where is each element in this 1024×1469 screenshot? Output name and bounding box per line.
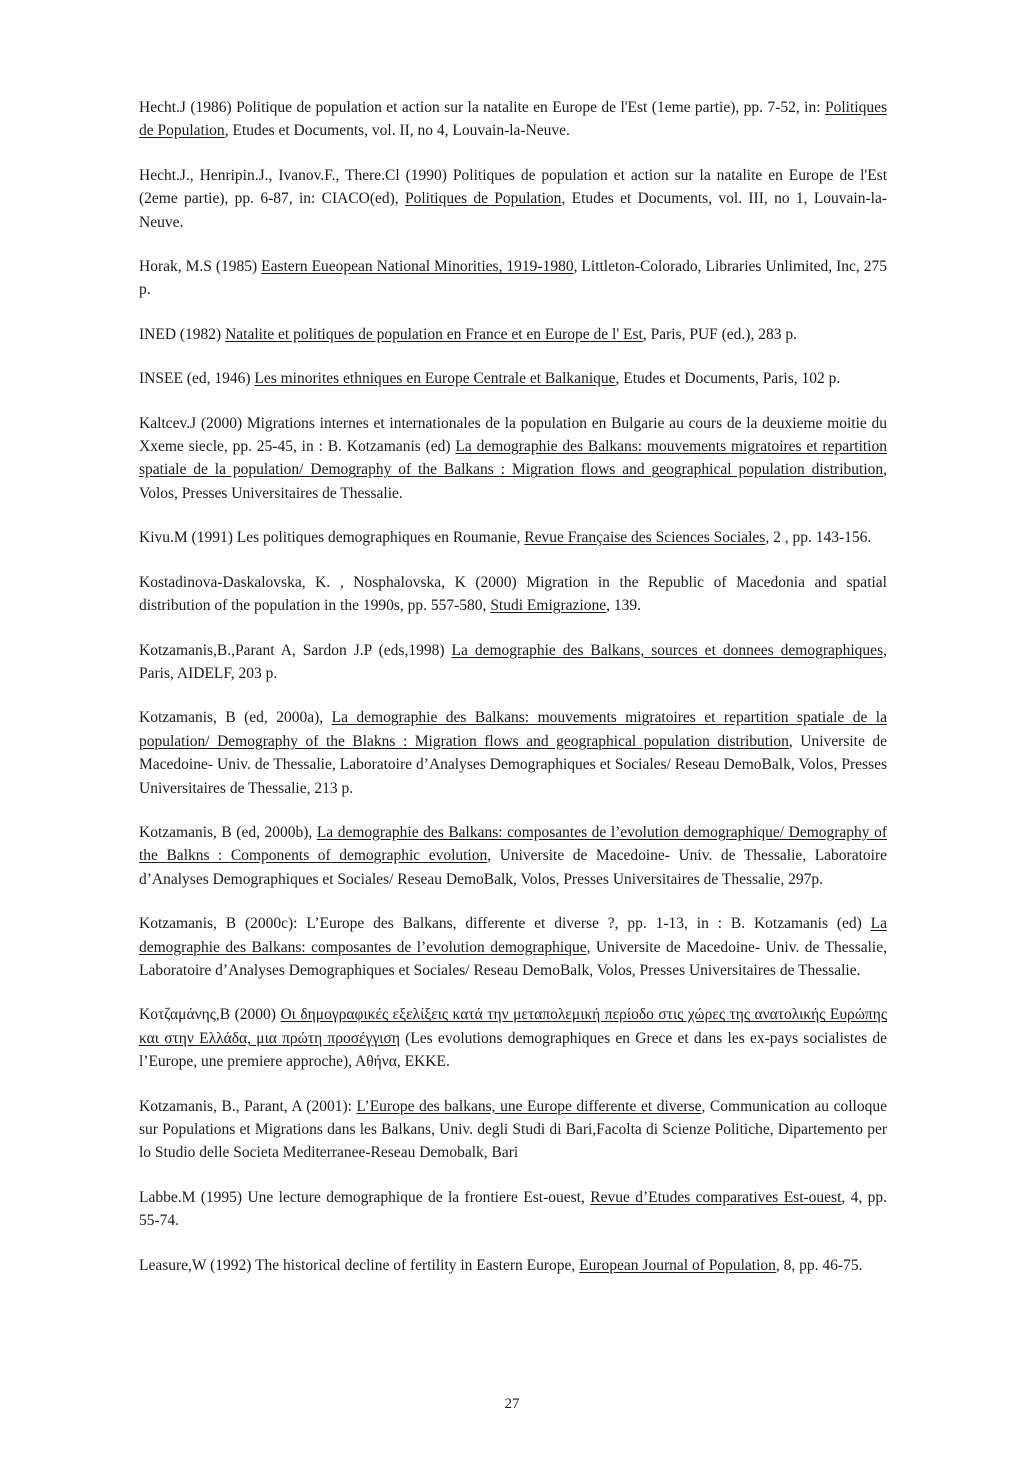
reference-text: , Volos, Presses Universitaires de Thessalie.	[139, 461, 887, 502]
reference-text: Labbe.M (1995) Une lecture demographique de la frontiere Est-ouest,	[139, 1188, 591, 1206]
reference-text: Kotzamanis, B (2000c): L’Europe des Balkans, differente et diverse ?, pp. 1-13, in : B. Kotzamanis (ed)	[139, 915, 871, 933]
reference-text: Kotzamanis, B., Parant, A (2001):	[139, 1097, 357, 1115]
page-number: 27	[504, 1396, 520, 1412]
reference-text: Kostadinova-Daskalovska, K. , Nosphalovska, K (2000) Migration in the Republic of Macedonia and spatial distribution of the population in the 1990s, pp. 557-580,	[139, 573, 887, 615]
reference-text: , Universite de Macedoine- Univ. de Thessalie, Laboratoire d’Analyses Demographiques et Sociales/ Reseau DemoBalk, Volos, Presses Universitaires de Thessalie, 213 p.	[139, 732, 887, 797]
reference-text: , Etudes et Documents, vol. II, no 4, Louvain-la-Neuve.	[224, 122, 570, 140]
reference-text: Kotzamanis, B (ed, 2000a),	[139, 709, 332, 727]
reference-entry	[139, 255, 887, 302]
reference-text: , Universite de Macedoine- Univ. de Thessalie, Laboratoire d’Analyses Demographiques et Sociales/ Reseau DemoBalk, Volos, Presses Universitaires de Thessalie.	[139, 938, 887, 979]
reference-entry	[139, 706, 887, 800]
reference-text: , Etudes et Documents, vol. III, no 1, Louvain-la-Neuve.	[139, 190, 887, 231]
reference-text: , 8, pp. 46-75.	[775, 1256, 863, 1274]
reference-title: La demographie des Balkans: mouvements migratoires et repartition spatiale de la population/ Demography of the Blakns : Migration flows and geographical population distribution	[139, 709, 887, 750]
reference-entry	[139, 1095, 887, 1165]
reference-text: Κοτζαμάνης,B (2000)	[139, 1006, 281, 1024]
reference-text: Kivu.M (1991) Les politiques demographiques en Roumanie,	[139, 529, 525, 547]
reference-text: INED (1982)	[139, 325, 226, 343]
reference-entry	[139, 1186, 887, 1233]
reference-text: Horak, M.S (1985)	[139, 258, 262, 276]
reference-title: European Journal of Population	[579, 1256, 776, 1274]
reference-text: , 2 , pp. 143-156.	[765, 529, 872, 547]
reference-text: , Paris, AIDELF, 203 p.	[139, 641, 887, 682]
reference-text: Kotzamanis, B (ed, 2000b),	[139, 823, 317, 841]
reference-entry	[139, 821, 887, 891]
reference-text: (Les evolutions demographiques en Grece et dans les ex-pays socialistes de l’Europe, une premiere approche), Αθήνα, ΕΚΚΕ.	[139, 1029, 887, 1071]
reference-entry	[139, 526, 887, 549]
reference-text: , Littleton-Colorado, Libraries Unlimited, Inc, 275 p.	[139, 258, 887, 299]
reference-title: La demographie des Balkans: composantes de l’evolution demographique/ Demography of the Balkns : Components of demographic evolution	[139, 823, 887, 865]
reference-entry	[139, 323, 887, 346]
reference-title: Revue Française des Sciences Sociales	[524, 529, 766, 547]
reference-text: INSEE (ed, 1946)	[139, 370, 255, 388]
reference-title: Studi Emigrazione	[490, 597, 607, 615]
reference-text: Hecht.J (1986) Politique de population et action sur la natalite en Europe de l'Est (1eme partie), pp. 7-52, in:	[139, 99, 825, 116]
reference-entry	[139, 571, 887, 618]
reference-title: Les minorites ethniques en Europe Centrale et Balkanique	[254, 370, 616, 388]
reference-text: Kotzamanis,B.,Parant A, Sardon J.P (eds,1998)	[139, 641, 452, 659]
reference-text: Hecht.J., Henripin.J., Ivanov.F., There.Cl (1990) Politiques de population et action sur la natalite en Europe de l'Est (2eme partie), pp. 6-87, in: CIACO(ed),	[139, 166, 887, 208]
reference-title: Eastern Eueopean National Minorities, 1919-1980	[261, 258, 574, 276]
reference-entry	[139, 164, 887, 234]
reference-text: , Etudes et Documents, Paris, 102 p.	[615, 370, 841, 388]
reference-title: La demographie des Balkans: mouvements migratoires et repartition spatiale de la population/ Demography of the Balkans : Migration flows and geographical population distribution	[139, 438, 887, 479]
reference-title: Politiques de Population	[405, 190, 562, 208]
reference-title: Οι δημογραφικές εξελίξεις κατά την μεταπολεμική περίοδο στις χώρες της ανατολικής Ευρώπης και στην Ελλάδα, μια πρώτη προσέγγιση	[139, 1006, 888, 1047]
reference-text: , Communication au colloque sur Populations et Migrations dans les Balkans, Univ. degli Studi di Bari,Facolta di Scienze Politiche, Dipartemento per lo Studio delle Societa Mediterranee-Reseau Demobalk, Bari	[139, 1097, 887, 1162]
reference-entry	[139, 1254, 887, 1277]
bibliography-list	[139, 96, 887, 1298]
reference-entry	[139, 912, 887, 982]
reference-entry	[139, 96, 887, 143]
reference-text: , 4, pp. 55-74.	[139, 1188, 888, 1230]
reference-title: L’Europe des balkans, une Europe differente et diverse	[356, 1097, 702, 1115]
reference-entry	[139, 412, 887, 506]
reference-text: Leasure,W (1992) The historical decline of fertility in Eastern Europe,	[139, 1256, 580, 1274]
reference-title: La demographie des Balkans: composantes de l’evolution demographique	[139, 915, 887, 956]
reference-title: Politiques de Population	[139, 99, 887, 140]
reference-title: Revue d’Etudes comparatives Est-ouest	[590, 1188, 842, 1206]
reference-entry	[139, 1003, 887, 1073]
reference-text: , Paris, PUF (ed.), 283 p.	[642, 325, 797, 343]
reference-text: , Universite de Macedoine- Univ. de Thessalie, Laboratoire d’Analyses Demographiques et Sociales/ Reseau DemoBalk, Volos, Presses Universitaires de Thessalie, 297p.	[139, 847, 887, 888]
reference-entry	[139, 367, 887, 390]
reference-entry	[139, 639, 887, 686]
reference-text: , 139.	[606, 597, 641, 615]
reference-title: Natalite et politiques de population en France et en Europe de l' Est	[225, 325, 643, 343]
reference-title: La demographie des Balkans, sources et donnees demographiques	[451, 641, 884, 659]
reference-text: Kaltcev.J (2000) Migrations internes et internationales de la population en Bulgarie au cours de la deuxieme moitie du Xxeme siecle, pp. 25-45, in : B. Kotzamanis (ed)	[139, 414, 887, 456]
